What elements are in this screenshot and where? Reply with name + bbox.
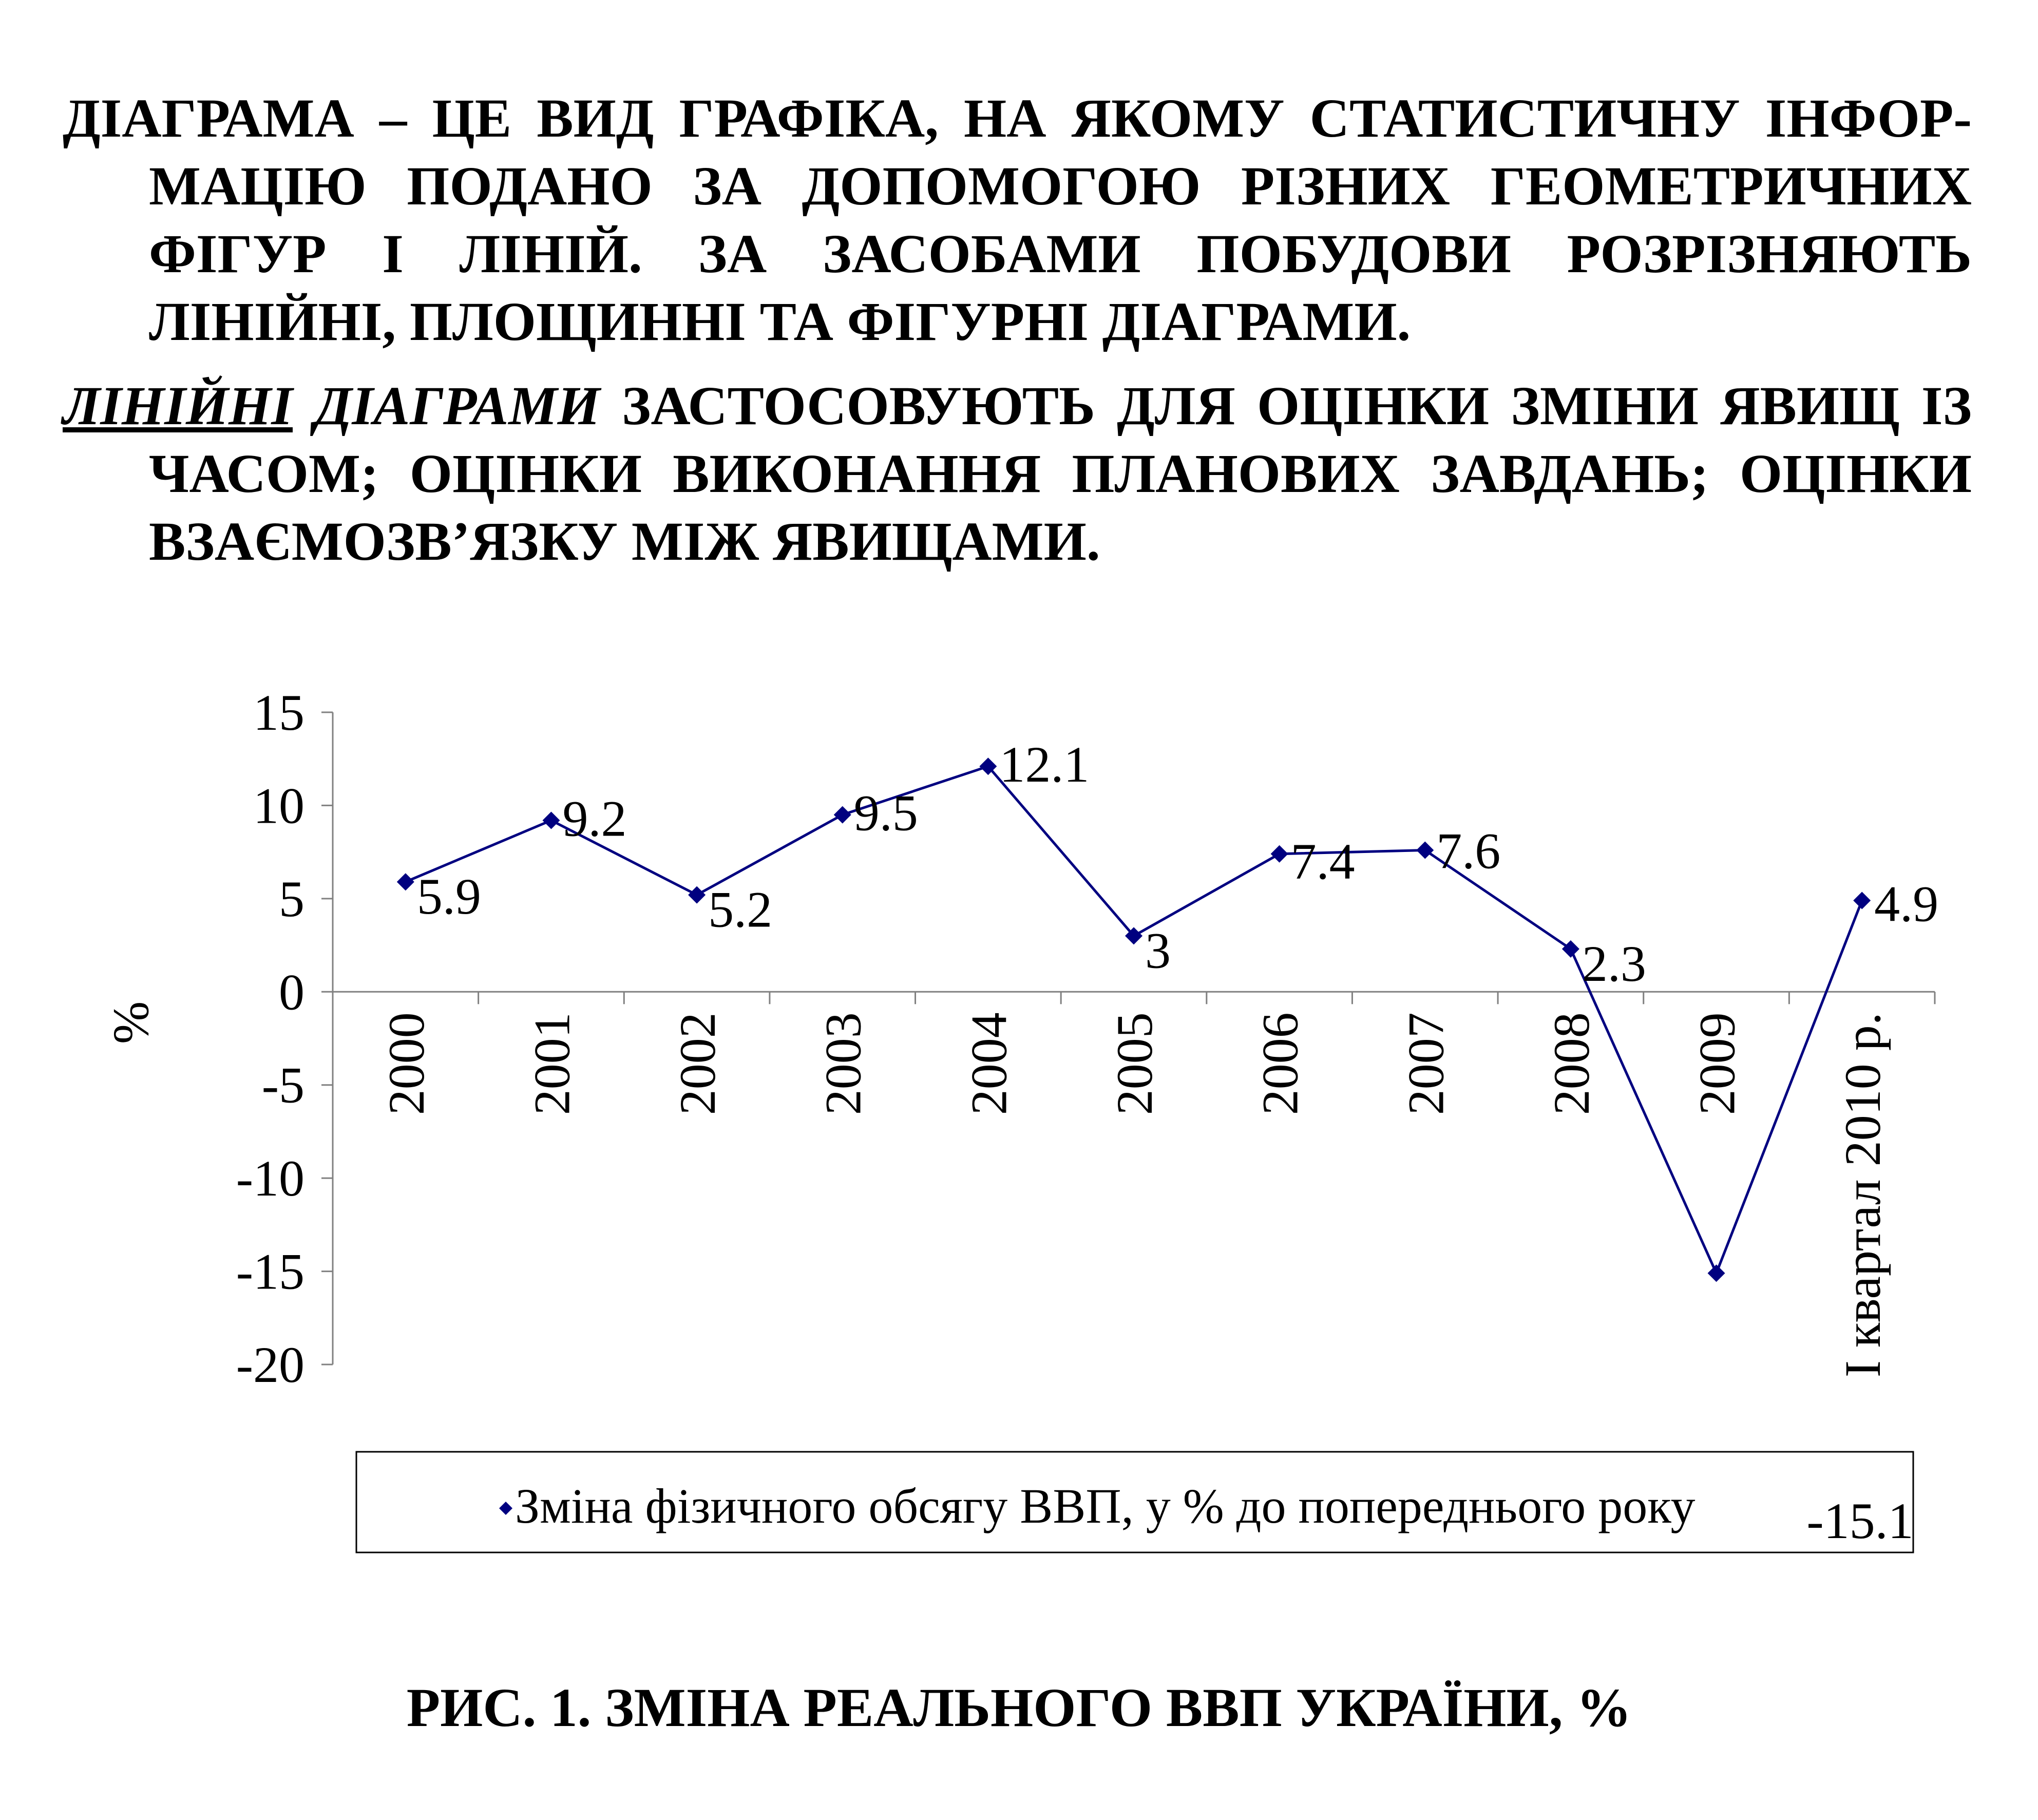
x-tick-label: I квартал 2010 р.	[1834, 1012, 1892, 1378]
data-point	[1271, 845, 1288, 863]
data-label: 9.5	[853, 784, 918, 842]
legend-label: Зміна фізичного обсягу ВВП, у % до попереднього року	[515, 1478, 1696, 1533]
x-tick-label: 2004	[960, 1012, 1018, 1115]
data-point	[397, 873, 414, 890]
x-tick-label: 2006	[1251, 1012, 1309, 1115]
y-tick-label: -5	[261, 1056, 304, 1114]
figure-caption: РИС. 1. ЗМІНА РЕАЛЬНОГО ВВП УКРАЇНИ, %	[406, 1678, 1632, 1738]
y-tick-label: 5	[279, 870, 304, 927]
y-tick-label: -20	[236, 1336, 304, 1393]
data-point	[1708, 1264, 1725, 1282]
data-label: 5.2	[708, 881, 773, 938]
y-tick-label: -15	[236, 1243, 304, 1300]
legend-marker	[499, 1502, 512, 1515]
data-label: 5.9	[416, 868, 481, 925]
line-charts-body: ЗАСТОСОВУЮТЬ ДЛЯ ОЦІНКИ ЗМІНИ ЯВИЩ ІЗ ЧАСОМ; ОЦІНКИ ВИКОНАННЯ ПЛАНОВИХ ЗАВДАНЬ; ОЦІНКИ ВЗАЄМОЗВ’ЯЗКУ МІЖ ЯВИЩАМИ.	[149, 376, 1972, 572]
term-rest: ДІАГРАМИ	[293, 376, 600, 437]
term-underlined: ЛІНІЙНІ	[63, 376, 293, 437]
y-tick-label: 10	[253, 777, 304, 835]
y-tick-label: -10	[236, 1150, 304, 1207]
definition-text: ДІАГРАМА – ЦЕ ВИД ГРАФІКА, НА ЯКОМУ СТАТИСТИЧНУ ІНФОР-МАЦІЮ ПОДАНО ЗА ДОПОМОГОЮ РІЗНИХ ГЕОМЕТРИЧНИХ ФІГУР І ЛІНІЙ. ЗА ЗАСОБАМИ ПОБУДОВИ РОЗРІЗНЯЮТЬ ЛІНІЙНІ, ПЛОЩИННІ ТА ФІГУРНІ ДІАГРАМИ.	[63, 88, 1972, 352]
data-point	[688, 886, 706, 904]
legend	[356, 1452, 1913, 1552]
data-label: 3	[1145, 922, 1171, 979]
y-tick-label: 0	[279, 963, 304, 1021]
x-tick-label: 2005	[1106, 1012, 1163, 1115]
y-axis	[102, 684, 333, 1393]
x-axis	[333, 992, 1935, 1377]
data-label: -15.1	[1806, 1492, 1914, 1549]
x-tick-label: 2002	[669, 1012, 727, 1115]
data-label: 9.2	[562, 790, 627, 847]
x-tick-label: 2007	[1397, 1012, 1455, 1115]
x-tick-label: 2008	[1542, 1012, 1600, 1115]
y-axis-title: %	[102, 1001, 159, 1044]
data-point	[1416, 842, 1434, 859]
x-tick-label: 2003	[814, 1012, 872, 1115]
data-point	[1853, 892, 1871, 909]
data-point	[834, 806, 851, 824]
data-label: 2.3	[1582, 935, 1646, 992]
data-labels	[417, 736, 1938, 1549]
x-tick-label: 2009	[1688, 1012, 1746, 1115]
data-label: 4.9	[1874, 875, 1939, 933]
y-tick-label: 15	[253, 684, 304, 741]
data-point	[542, 811, 560, 829]
data-label: 7.6	[1436, 822, 1501, 880]
x-tick-label: 2000	[377, 1012, 435, 1115]
data-point	[1562, 940, 1579, 958]
x-tick-label: 2001	[523, 1012, 581, 1115]
data-label: 7.4	[1290, 832, 1355, 890]
data-label: 12.1	[999, 736, 1090, 793]
